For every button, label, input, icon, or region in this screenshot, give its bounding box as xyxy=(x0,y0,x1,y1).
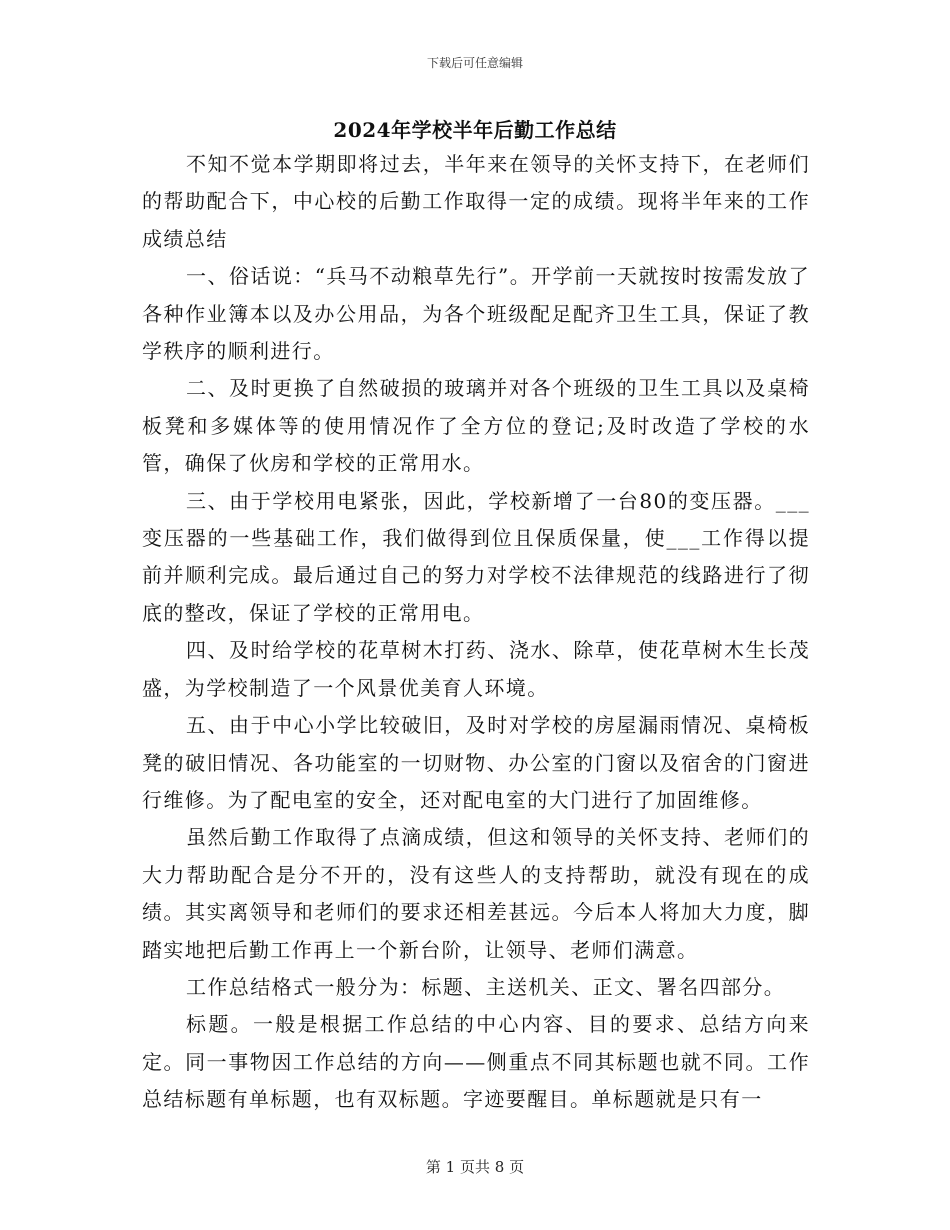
document-title: 2024年学校半年后勤工作总结 xyxy=(333,118,617,142)
paragraph-item-4: 四、及时给学校的花草树木打药、浇水、除草，使花草树木生长茂盛，为学校制造了一个风景优美育人环境。 xyxy=(142,638,810,700)
paragraph-item-3: 三、由于学校用电紧张，因此，学校新增了一台80的变压器。___变压器的一些基础工作，我们做得到位且保质保量，使___工作得以提前并顺利完成。最后通过自己的努力对学校不法律规范的线路进行了彻底的整改，保证了学校的正常用电。 xyxy=(142,488,810,625)
paragraph-intro: 不知不觉本学期即将过去，半年来在领导的关怀支持下，在老师们的帮助配合下，中心校的后勤工作取得一定的成绩。现将半年来的工作成绩总结 xyxy=(142,152,810,251)
paragraph-item-2: 二、及时更换了自然破损的玻璃并对各个班级的卫生工具以及桌椅板凳和多媒体等的使用情况作了全方位的登记;及时改造了学校的水管，确保了伙房和学校的正常用水。 xyxy=(142,376,810,476)
page-number-footer: 第 1 页共 8 页 xyxy=(425,1158,525,1176)
paragraph-format-overview: 工作总结格式一般分为：标题、主送机关、正文、署名四部分。 xyxy=(186,974,786,999)
page-header-note: 下载后可任意编辑 xyxy=(426,56,523,70)
paragraph-conclusion: 虽然后勤工作取得了点滴成绩，但这和领导的关怀支持、老师们的大力帮助配合是分不开的，没有这些人的支持帮助，就没有现在的成绩。其实离领导和老师们的要求还相差甚远。今后本人将加大力度，脚踏实地把后勤工作再上一个新台阶，让领导、老师们满意。 xyxy=(142,825,810,962)
paragraph-item-1: 一、俗话说：“兵马不动粮草先行”。开学前一天就按时按需发放了各种作业簿本以及办公用品，为各个班级配足配齐卫生工具，保证了教学秩序的顺利进行。 xyxy=(142,264,810,364)
paragraph-title-section: 标题。一般是根据工作总结的中心内容、目的要求、总结方向来定。同一事物因工作总结的方向——侧重点不同其标题也就不同。工作总结标题有单标题，也有双标题。字迹要醒目。单标题就是只有一 xyxy=(142,1012,810,1112)
document-body xyxy=(142,146,810,1119)
paragraph-item-5: 五、由于中心小学比较破旧，及时对学校的房屋漏雨情况、桌椅板凳的破旧情况、各功能室的一切财物、办公室的门窗以及宿舍的门窗进行维修。为了配电室的安全，还对配电室的大门进行了加固维修。 xyxy=(142,713,810,812)
